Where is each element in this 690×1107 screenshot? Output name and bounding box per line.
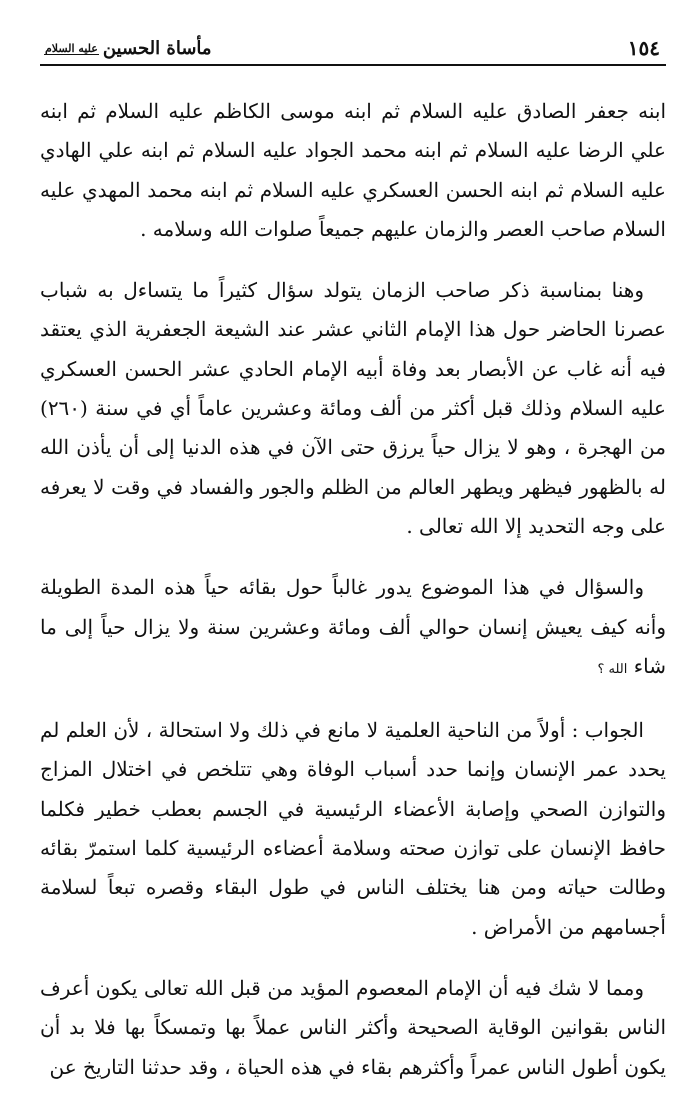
book-title [44, 38, 212, 59]
honorific-icon: عليه السلام [45, 41, 98, 55]
paragraph-3 [40, 568, 666, 689]
paragraph-4: الجواب : أولاً من الناحية العلمية لا مانع في ذلك ولا استحالة ، لأن العلم لم يحدد عمر الإنسان وإنما حدد أسباب الوفاة وهي تتلخص في اختلال المزاج والتوازن الصحي وإصابة الأعضاء الرئيسية في الجسم بعطب خطير فكلما حافظ الإنسان على توازن صحته وسلامة أعضاءه الرئيسية كلما استمرّ بقائه وطالت حياته ومن هنا يختلف الناس في طول البقاء وقصره تبعاً لسلامة أجسامهم من الأمراض . [39, 718, 667, 939]
page-number: ١٥٤ [627, 36, 660, 60]
running-header [40, 30, 666, 66]
book-title-text: مأساة الحسين [102, 38, 212, 59]
paragraph-2: وهنا بمناسبة ذكر صاحب الزمان يتولد سؤال كثيراً ما يتساءل به شباب عصرنا الحاضر حول هذا الإمام الثاني عشر عند الشيعة الجعفرية الذي يعتقد فيه أنه غاب عن الأبصار بعد وفاة أبيه الإمام الحادي عشر الحسن العسكري عليه السلام وذلك قبل أكثر من ألف ومائة وعشرين عاماً أي في سنة (٢٦٠) من الهجرة ، وهو لا يزال حياً يرزق حتى الآن في هذه الدنيا إلى أن يأذن الله له بالظهور فيظهر ويطهر العالم من الظلم والجور والفساد في وقت لا يعرفه على وجه التحديد إلا الله تعالى . [40, 278, 666, 538]
paragraph-1: ابنه جعفر الصادق عليه السلام ثم ابنه موسى الكاظم عليه السلام ثم ابنه علي الرضا عليه السلام ثم ابنه محمد الجواد عليه السلام ثم ابنه علي الهادي عليه السلام ثم ابنه الحسن العسكري عليه السلام ثم ابنه محمد المهدي عليه السلام صاحب العصر والزمان عليهم جميعاً صلوات الله وسلامه . [40, 99, 666, 241]
paragraph-5: ومما لا شك فيه أن الإمام المعصوم المؤيد من قبل الله تعالى يكون أعرف الناس بقوانين الوقاية الصحيحة وأكثر الناس عملاً بها وتمسكاً بها فلا بد أن يكون أطول الناس عمراً وأكثرهم بقاء في هذه الحياة ، وقد حدثنا التاريخ عن [40, 975, 666, 1079]
paragraph-3-text: والسؤال في هذا الموضوع يدور غالباً حول بقائه حياً هذه المدة الطويلة وأنه كيف يعيش إنسان حوالي ألف ومائة وعشرين سنة ولا يزال حياً إلى ما شاء [40, 575, 666, 678]
book-page [39, 30, 667, 1079]
paragraph-3-tail: الله ؟ [597, 661, 628, 677]
body-text [40, 92, 666, 1107]
